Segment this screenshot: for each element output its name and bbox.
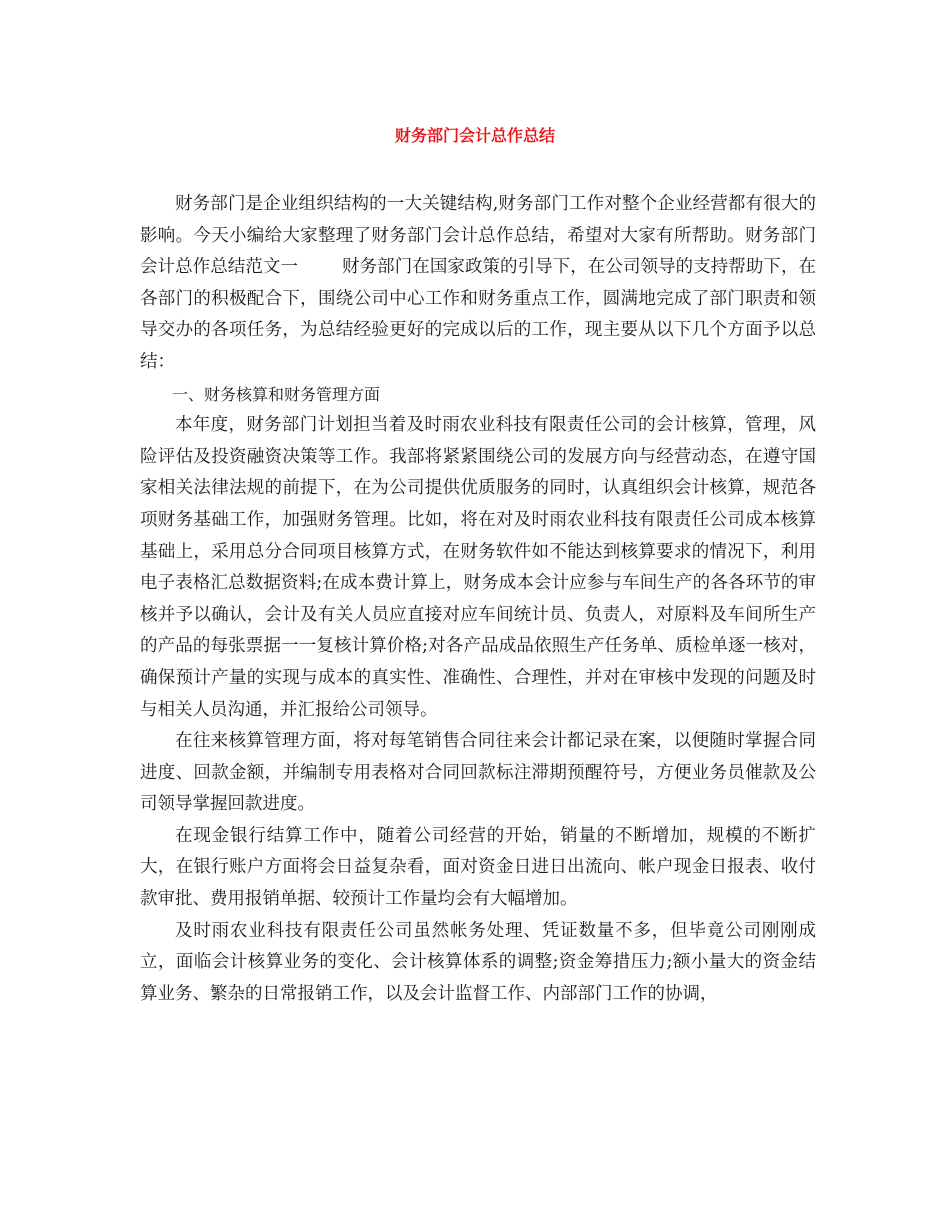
document-title: 财务部门会计总作总结: [394, 126, 555, 145]
body-paragraph-accounting: 本年度，财务部门计划担当着及时雨农业科技有限责任公司的会计核算，管理，风险评估及投资融资决策等工作。我部将紧紧围绕公司的发展方向与经营动态，在遵守国家相关法律法规的前提下，在为公司提供优质服务的同时，认真组织会计核算，规范各项财务基础工作，加强财务管理。比如，将在对及时雨农业科技有限责任公司成本核算基础上，采用总分合同项目核算方式，在财务软件如不能达到核算要求的情况下，利用电子表格汇总数据资料;在成本费计算上，财务成本会计应参与车间生产的各各环节的审核并予以确认，会计及有关人员应直接对应车间统计员、负责人，对原料及车间所生产的产品的每张票据一一复核计算价格;对各产品成品依照生产任务单、质检单逐一核对，确保预计产量的实现与成本的真实性、准确性、合理性，并对在审核中发现的问题及时与相关人员沟通，并汇报给公司领导。: [140, 415, 816, 720]
intro-continuation: 财务部门在国家政策的引导下，在公司领导的支持帮助下，在各部门的积极配合下，围绕公司中心工作和财务重点工作，圆满地完成了部门职责和领导交办的各项任务，为总结经验更好的完成以后的工作，现主要从以下几个方面予以总结：: [140, 257, 816, 372]
section-heading: 一、财务核算和财务管理方面: [172, 384, 381, 404]
body-paragraph-company-status: 及时雨农业科技有限责任公司虽然帐务处理、凭证数量不多，但毕竟公司刚刚成立，面临会计核算业务的变化、会计核算体系的调整;资金筹措压力;额小量大的资金结算业务、繁杂的日常报销工作，以及会计监督工作、内部部门工作的协调，: [140, 920, 816, 1004]
document-body: [140, 189, 816, 1010]
body-paragraph-receivables: 在往来核算管理方面，将对每笔销售合同往来会计都记录在案，以便随时掌握合同进度、回款金额，并编制专用表格对合同回款标注滞期预醒符号，方便业务员催款及公司领导掌握回款进度。: [140, 731, 816, 815]
intro-paragraph: [140, 189, 816, 379]
intro-text: 财务部门是企业组织结构的一大关键结构,财务部门工作对整个企业经营都有很大的影响。今天小编给大家整理了财务部门会计总作总结，希望对大家有所帮助。财务部门会计总作总结范文一: [140, 194, 816, 278]
body-paragraph-cash-bank: 在现金银行结算工作中，随着公司经营的开始，销量的不断增加，规模的不断扩大，在银行账户方面将会日益复杂看，面对资金日进日出流向、帐户现金日报表、收付款审批、费用报销单据、较预计工作量均会有大幅增加。: [140, 825, 816, 910]
